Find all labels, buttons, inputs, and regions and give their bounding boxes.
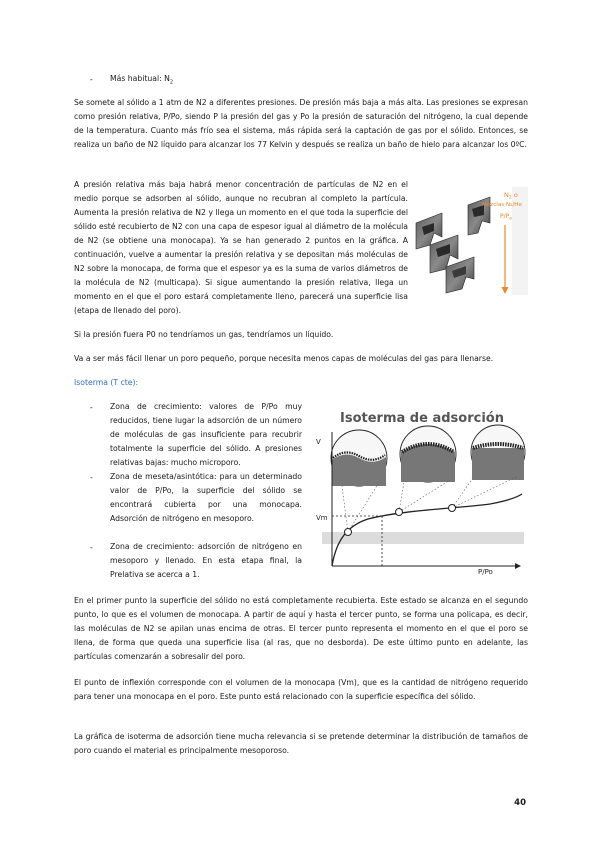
vm-label: Vm — [316, 514, 328, 522]
pore-filling-figure — [412, 183, 530, 297]
pressure-arrow-head — [502, 287, 509, 294]
point-monolayer — [396, 509, 403, 516]
pressure-label: $P/P_o$ — [500, 213, 513, 222]
paragraph-small-pore: Va a ser más fácil llenar un poro pequeño, porque necesita menos capas de moléculas del gas para llenarse. — [74, 354, 494, 363]
gas-label: $N_2$ o — [504, 191, 518, 201]
bullet-growth-zone: Zona de crecimiento: valores de P/Po muy reducidos, tiene lugar la adsorción de un número de moléculas de gas insuficiente para recubrir totalmente la superficie del sólido. A presiones relativas bajas: mucho microporo. — [110, 402, 302, 467]
isotherm-chart — [312, 402, 526, 576]
pore-circle-filled — [471, 425, 525, 480]
mixture-label: Mezclas N₂/He — [482, 202, 522, 208]
page-number: 40 — [514, 798, 526, 808]
bullet-most-common: Más habitual: $N_2$ — [110, 74, 174, 86]
bullet-dash: - — [90, 403, 93, 412]
shaded-band — [322, 532, 524, 544]
paragraph-p0: Si la presión fuera P0 no tendríamos un gas, tendríamos un líquido. — [74, 330, 334, 339]
bullet-dash: - — [90, 75, 93, 84]
pore-circle-multilayer — [400, 426, 456, 482]
x-axis-label: P/Po — [478, 568, 493, 576]
adsorption-isotherm-figure — [312, 402, 526, 576]
isotherm-heading: Isoterma (T cte): — [74, 378, 139, 387]
isotherm-figure-title: Isoterma de adsorción — [340, 411, 504, 426]
paragraph-pressure: Se somete al sólido a 1 atm de N2 a diferentes presiones. De presión más baja a más alta. Las presiones se expresan como presión relativa, P/Po, siendo P la presión del gas y Po la presión de saturación del nitrógeno, la cual depende de la temperatura. Cuanto más frío sea el sistema, más rápida será la captación de gas por el sólido. Entonces, se realiza un baño de N2 líquido para alcanzar los 77 Kelvin y después se realiza un baño de hielo para alcanzar los 0ºC. — [74, 98, 528, 149]
bullet-filling-zone: Zona de crecimiento: adsorción de nitrógeno en mesoporo y llenado. En esta etapa final, la Prelativa se acerca a 1. — [110, 542, 302, 579]
bullet-plateau-zone: Zona de meseta/asintótica: para un determinado valor de P/Po, la superficie del sólido se encontrará cubierta por una monocapa. Adsorción de nitrógeno en mesoporo. — [110, 472, 302, 523]
point-filled — [449, 505, 456, 512]
pore-circle-monolayer — [331, 430, 387, 486]
bullet-dash: - — [90, 473, 93, 482]
y-axis-label: V — [316, 438, 321, 446]
paragraph-inflection: El punto de inflexión corresponde con el volumen de la monocapa (Vm), que es la cantidad de nitrógeno requerido para tener una monocapa en el poro. Este punto está relacionado con la superficie específica del sólido. — [74, 678, 528, 701]
paragraph-monolayer: A presión relativa más baja habrá menor concentración de partículas de N2 en el medio porque se adsorben al sólido, aunque no recubran al completo la partícula. Aumenta la presión relativa de N2 y llega un momento en el que toda la superficie del sólido esté recubierto de N2 con una capa de espesor igual al diámetro de la molécula de N2 (se obtiene una monocapa). Ya se han generado 2 puntos en la gráfica. A continuación, vuelve a aumentar la presión relativa y se depositan más moléculas de N2 sobre la monocapa, de forma que el espesor ya es la suma de varios diámetros de la molécula de N2 (multicapa). Si sigue aumentando la presión relativa, llega un momento en el que el poro estará completamente lleno, parecerá una superficie lisa (etapa de llenado del poro). — [74, 180, 408, 315]
bullet-dash: - — [90, 543, 93, 552]
paragraph-relevance: La gráfica de isoterma de adsorción tiene mucha relevancia si se pretende determinar la distribución de tamaños de poro cuando el material es principalmente mesoporoso. — [74, 732, 528, 755]
pore-filling-illustration — [412, 183, 530, 297]
paragraph-points: En el primer punto la superficie del sólido no está completamente recubierta. Este estado se alcanza en el segundo punto, lo que es el volumen de monocapa. A partir de aquí y hasta el tercer punto, se forma una policapa, es decir, las moléculas de N2 se apilan unas encima de otras. El tercer punto representa el momento en el que el poro se llena, de forma que queda una superficie lisa (al ras, que no desborda). De este último punto en adelante, las partículas comenzarán a sobresalir del poro. — [74, 596, 528, 661]
pore-block-3 — [446, 257, 474, 293]
point-first — [345, 529, 352, 536]
